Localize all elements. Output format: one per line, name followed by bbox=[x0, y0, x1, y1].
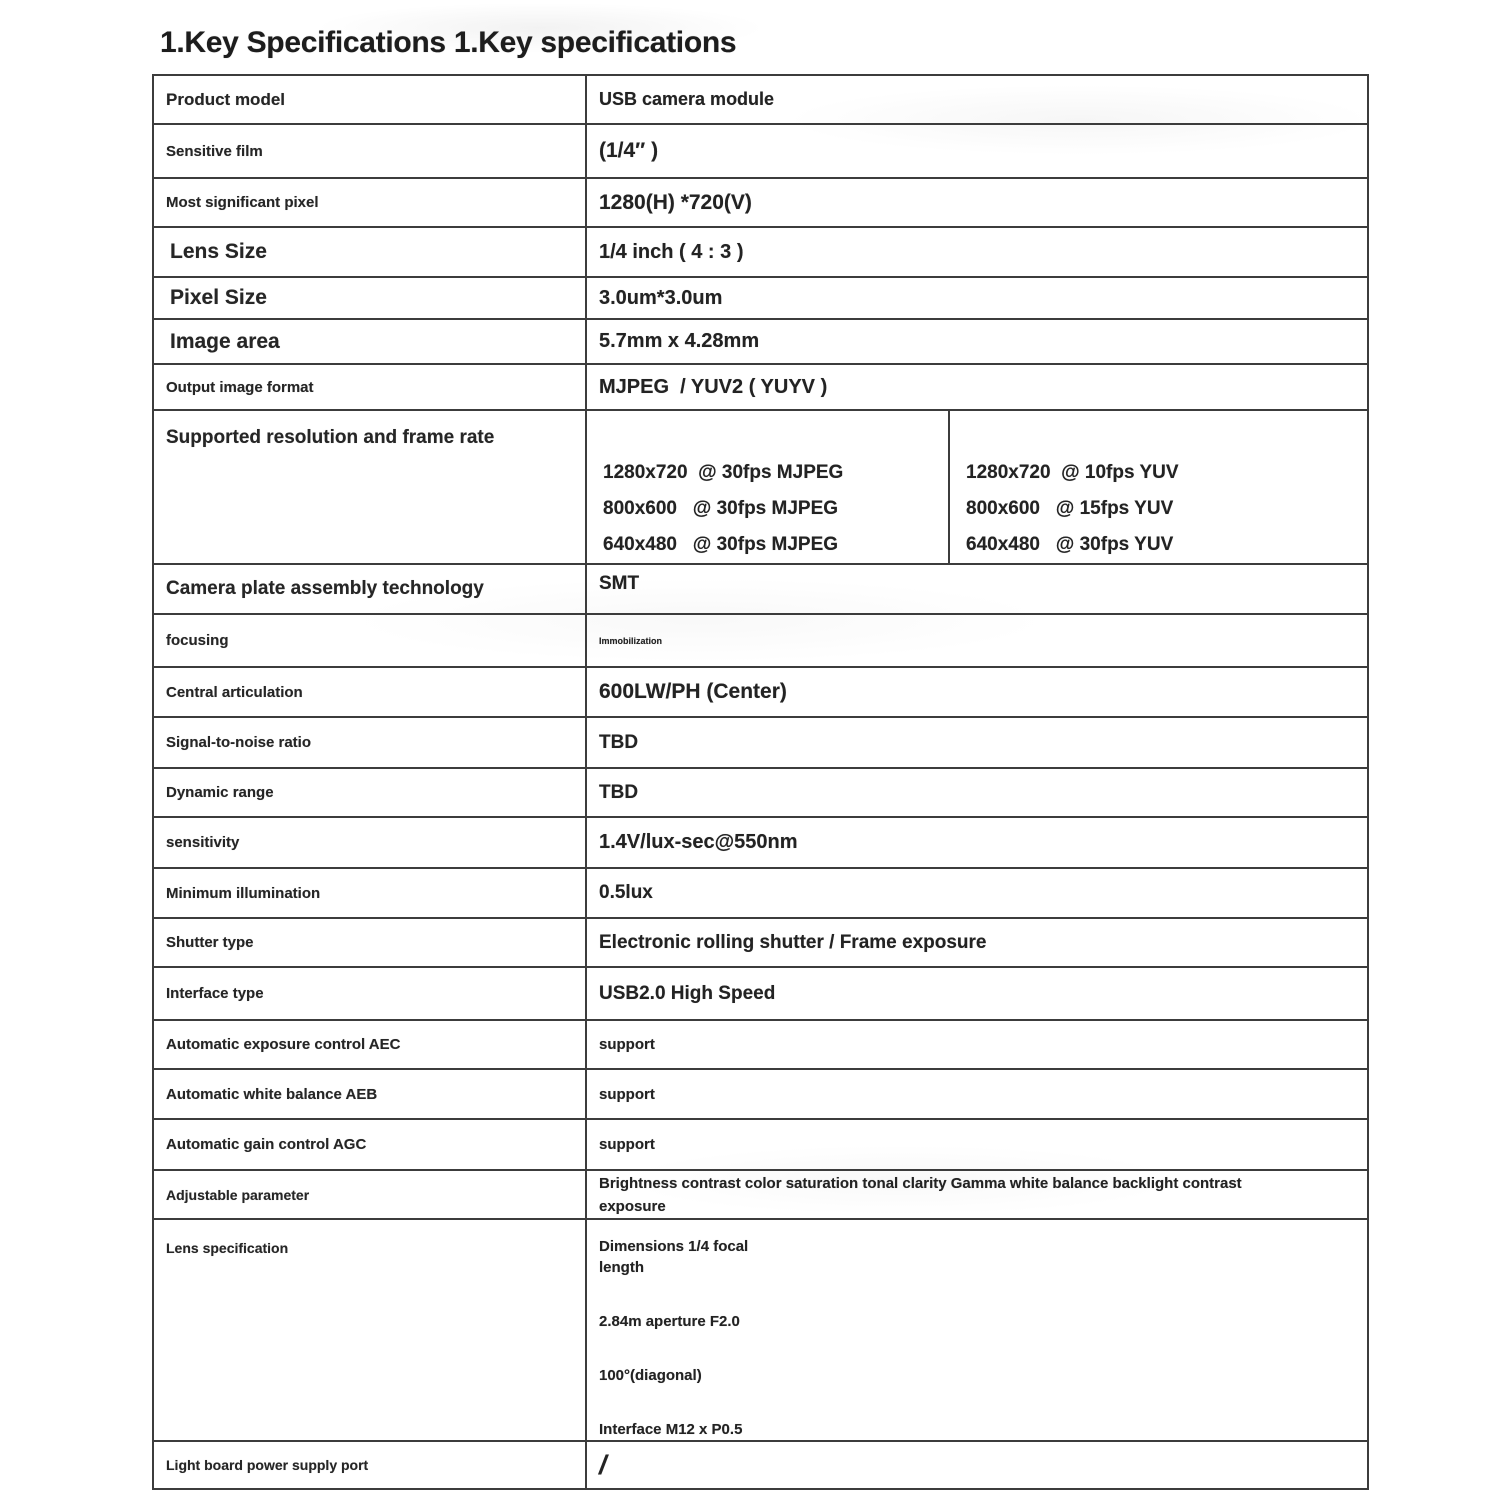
table-row bbox=[153, 319, 1368, 364]
table-row-resolution bbox=[153, 410, 1368, 564]
spec-table bbox=[152, 74, 1369, 1490]
row-value: USB camera module bbox=[586, 75, 1368, 124]
table-row bbox=[153, 564, 1368, 614]
table-row bbox=[153, 364, 1368, 410]
table-row bbox=[153, 918, 1368, 967]
row-label: Interface type bbox=[153, 967, 586, 1020]
resolution-mjpeg-line: 1280x720 @ 30fps MJPEG bbox=[603, 462, 844, 483]
table-row bbox=[153, 1441, 1368, 1489]
row-value: Electronic rolling shutter / Frame exposure bbox=[586, 918, 1368, 967]
row-value: Brightness contrast color saturation tonal clarity Gamma white balance backlight contrast exposure bbox=[586, 1170, 1368, 1219]
table-row bbox=[153, 967, 1368, 1020]
row-label: Camera plate assembly technology bbox=[153, 564, 586, 614]
row-label: Dynamic range bbox=[153, 768, 586, 817]
row-value: MJPEG / YUV2 ( YUYV ) bbox=[586, 364, 1368, 410]
row-label: Signal-to-noise ratio bbox=[153, 717, 586, 768]
row-value: 1.4V/lux-sec@550nm bbox=[586, 817, 1368, 868]
table-row bbox=[153, 277, 1368, 319]
row-value: SMT bbox=[586, 564, 1368, 614]
resolution-yuv-line: 800x600 @ 15fps YUV bbox=[966, 498, 1174, 519]
table-row bbox=[153, 1020, 1368, 1069]
lens-spec-line: Dimensions 1/4 focal length bbox=[599, 1238, 749, 1276]
table-row bbox=[153, 614, 1368, 667]
page-title: 1.Key Specifications 1.Key specifications bbox=[160, 26, 737, 59]
row-label: Light board power supply port bbox=[153, 1441, 586, 1489]
row-value: 0.5lux bbox=[586, 868, 1368, 918]
row-label: Supported resolution and frame rate bbox=[153, 410, 586, 564]
row-label: Shutter type bbox=[153, 918, 586, 967]
table-row bbox=[153, 227, 1368, 277]
table-row bbox=[153, 768, 1368, 817]
table-row bbox=[153, 178, 1368, 227]
row-value: 3.0um*3.0um bbox=[586, 277, 1368, 319]
resolution-mjpeg-line: 800x600 @ 30fps MJPEG bbox=[603, 498, 839, 519]
lens-spec-line: 2.84m aperture F2.0 bbox=[599, 1313, 740, 1330]
row-value: support bbox=[586, 1020, 1368, 1069]
row-value: support bbox=[586, 1119, 1368, 1170]
row-label: focusing bbox=[153, 614, 586, 667]
row-value: USB2.0 High Speed bbox=[586, 967, 1368, 1020]
row-value: TBD bbox=[586, 768, 1368, 817]
row-label: sensitivity bbox=[153, 817, 586, 868]
row-label: Lens Size bbox=[153, 227, 586, 277]
row-label: Automatic white balance AEB bbox=[153, 1069, 586, 1119]
table-row bbox=[153, 868, 1368, 918]
row-label: Output image format bbox=[153, 364, 586, 410]
row-label: Pixel Size bbox=[153, 277, 586, 319]
table-row-lens-specification bbox=[153, 1219, 1368, 1441]
row-label: Central articulation bbox=[153, 667, 586, 717]
table-row bbox=[153, 75, 1368, 124]
table-row bbox=[153, 124, 1368, 178]
row-label: Lens specification bbox=[153, 1219, 586, 1441]
row-label: Minimum illumination bbox=[153, 868, 586, 918]
row-label: Image area bbox=[153, 319, 586, 364]
row-label: Automatic exposure control AEC bbox=[153, 1020, 586, 1069]
row-value: TBD bbox=[586, 717, 1368, 768]
table-row bbox=[153, 717, 1368, 768]
table-row bbox=[153, 1170, 1368, 1219]
lens-spec-line: 100°(diagonal) bbox=[599, 1367, 702, 1384]
row-label: Product model bbox=[153, 75, 586, 124]
row-value-mjpeg bbox=[586, 410, 949, 564]
resolution-yuv-line: 640x480 @ 30fps YUV bbox=[966, 534, 1174, 555]
row-value-yuv bbox=[949, 410, 1368, 564]
row-value: 1280(H) *720(V) bbox=[586, 178, 1368, 227]
table-row bbox=[153, 1069, 1368, 1119]
row-label: Sensitive film bbox=[153, 124, 586, 178]
row-label: Automatic gain control AGC bbox=[153, 1119, 586, 1170]
resolution-mjpeg-line: 640x480 @ 30fps MJPEG bbox=[603, 534, 839, 555]
row-label: Adjustable parameter bbox=[153, 1170, 586, 1219]
table-row bbox=[153, 1119, 1368, 1170]
row-value: / bbox=[586, 1441, 1368, 1489]
resolution-yuv-line: 1280x720 @ 10fps YUV bbox=[966, 462, 1179, 483]
row-value bbox=[586, 1219, 1368, 1441]
row-value: 1/4 inch ( 4 : 3 ) bbox=[586, 227, 1368, 277]
row-value: 600LW/PH (Center) bbox=[586, 667, 1368, 717]
row-value: 5.7mm x 4.28mm bbox=[586, 319, 1368, 364]
row-value: Immobilization bbox=[586, 614, 1368, 667]
lens-spec-line: Interface M12 x P0.5 bbox=[599, 1421, 743, 1438]
row-label: Most significant pixel bbox=[153, 178, 586, 227]
table-row bbox=[153, 817, 1368, 868]
table-row bbox=[153, 667, 1368, 717]
row-value: (1/4″ ) bbox=[586, 124, 1368, 178]
row-value: support bbox=[586, 1069, 1368, 1119]
